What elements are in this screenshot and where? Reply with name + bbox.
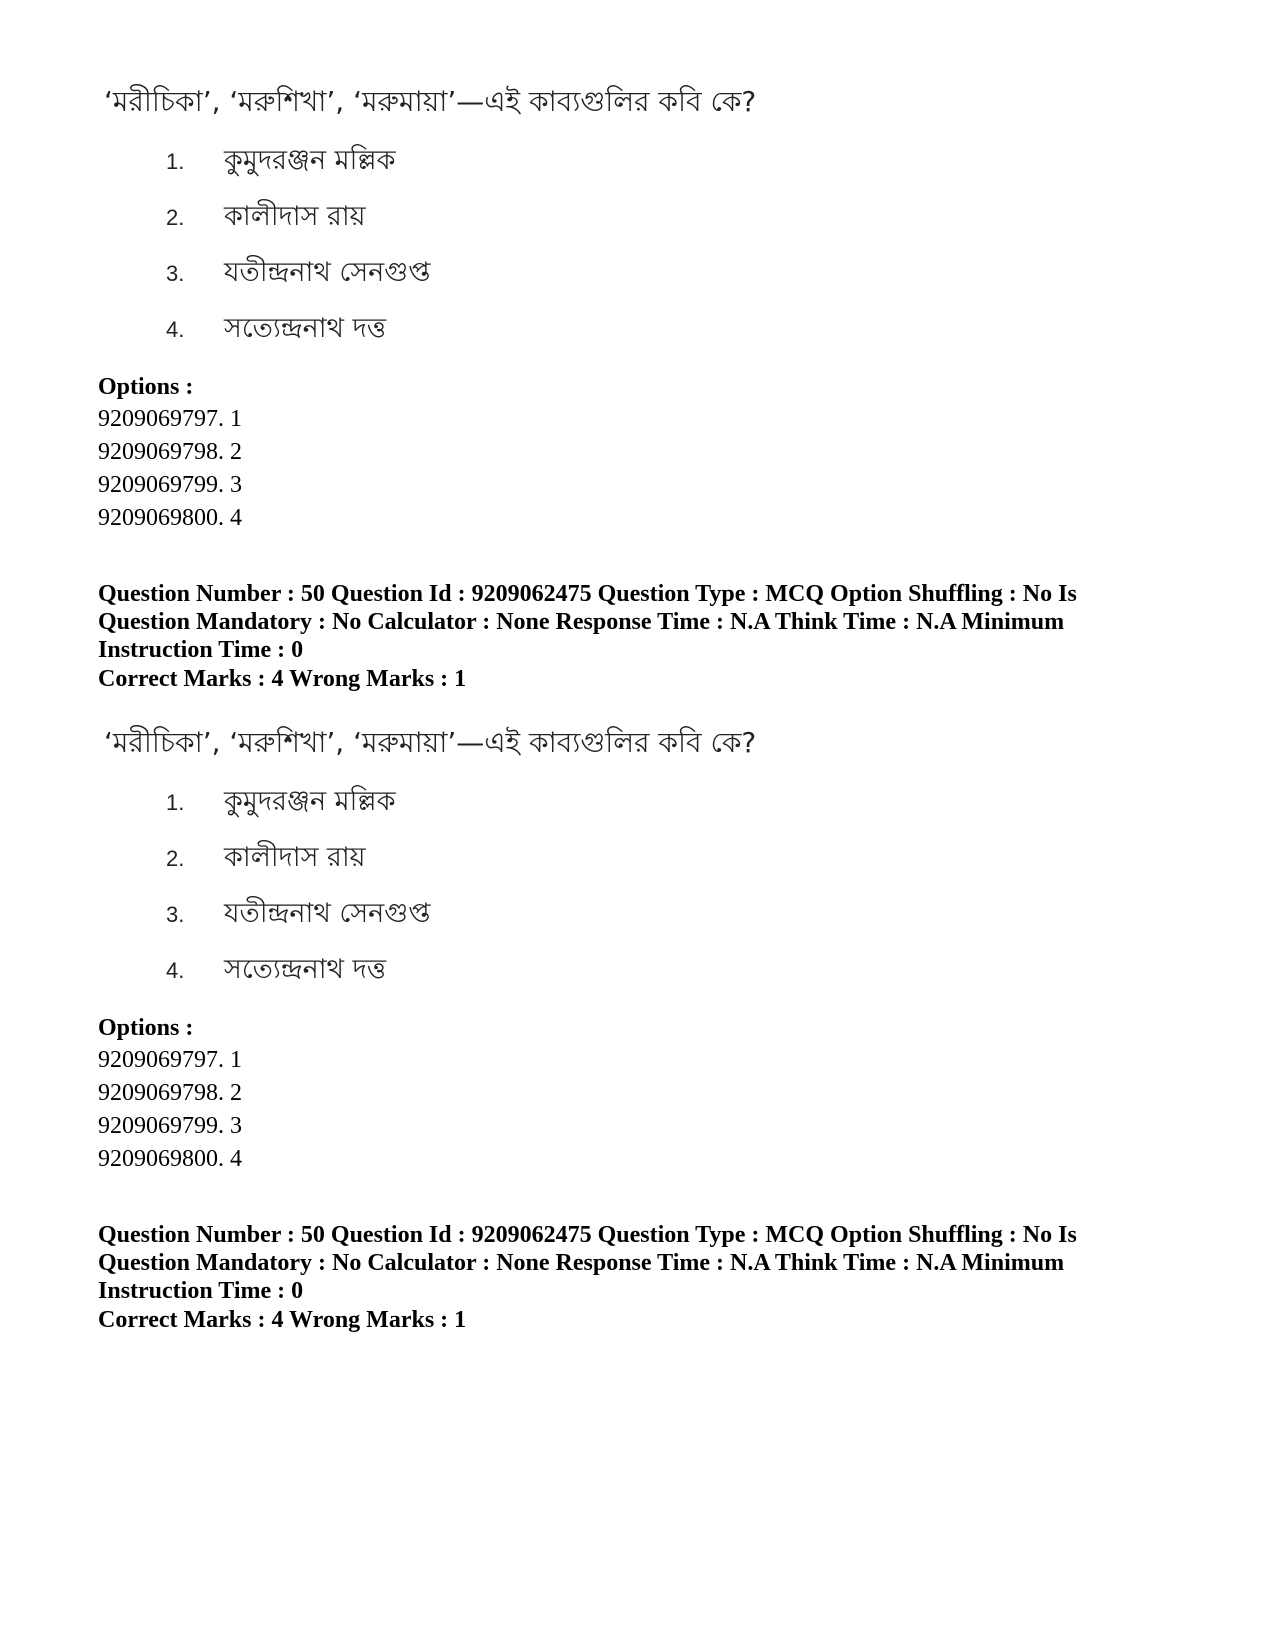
choice-text: কালীদাস রায় (224, 201, 366, 232)
question-text: ‘মরীচিকা’, ‘মরুশিখা’, ‘মরুমায়া’—এই কাব্যগুলির কবি কে? (104, 726, 757, 759)
question-meta (98, 580, 1178, 664)
choice-4 (166, 308, 386, 353)
choice-number: 1. (166, 790, 185, 815)
choice-text: কুমুদরঞ্জন মল্লিক (224, 145, 396, 176)
choice-2 (166, 837, 366, 882)
choice-1 (166, 140, 396, 185)
choice-1 (166, 781, 396, 826)
option-line: 9209069798. 2 (98, 439, 242, 465)
choice-number: 2. (166, 846, 185, 871)
meta-line: Question Number : 50 Question Id : 9209062475 Question Type : MCQ Option Shuffling : No Is (98, 581, 1077, 607)
choice-4 (166, 949, 386, 994)
choice-text: সত্যেন্দ্রনাথ দত্ত (224, 313, 387, 344)
question-meta (98, 1221, 1178, 1305)
option-line: 9209069797. 1 (98, 1047, 242, 1073)
option-line: 9209069799. 3 (98, 472, 242, 498)
option-line: 9209069797. 1 (98, 406, 242, 432)
choice-text: যতীন্দ্রনাথ সেনগুপ্ত (224, 898, 431, 929)
choice-number: 4. (166, 317, 185, 342)
meta-line: Instruction Time : 0 (98, 1278, 304, 1304)
choice-text: যতীন্দ্রনাথ সেনগুপ্ত (224, 257, 431, 288)
options-heading: Options : (98, 374, 194, 400)
marks-line: Correct Marks : 4 Wrong Marks : 1 (98, 666, 467, 692)
option-line: 9209069800. 4 (98, 1146, 242, 1172)
choice-text: কালীদাস রায় (224, 842, 366, 873)
options-heading: Options : (98, 1015, 194, 1041)
choice-2 (166, 196, 366, 241)
choice-number: 3. (166, 902, 185, 927)
question-text: ‘মরীচিকা’, ‘মরুশিখা’, ‘মরুমায়া’—এই কাব্যগুলির কবি কে? (104, 85, 757, 118)
choice-number: 4. (166, 958, 185, 983)
marks-line: Correct Marks : 4 Wrong Marks : 1 (98, 1307, 467, 1333)
choice-3 (166, 252, 430, 297)
meta-line: Question Mandatory : No Calculator : None Response Time : N.A Think Time : N.A Minimum (98, 1250, 1065, 1276)
choice-3 (166, 893, 430, 938)
option-line: 9209069799. 3 (98, 1113, 242, 1139)
option-line: 9209069798. 2 (98, 1080, 242, 1106)
meta-line: Question Number : 50 Question Id : 9209062475 Question Type : MCQ Option Shuffling : No Is (98, 1222, 1077, 1248)
option-line: 9209069800. 4 (98, 505, 242, 531)
meta-line: Instruction Time : 0 (98, 637, 304, 663)
choice-text: কুমুদরঞ্জন মল্লিক (224, 786, 396, 817)
choice-text: সত্যেন্দ্রনাথ দত্ত (224, 954, 387, 985)
choice-number: 3. (166, 261, 185, 286)
choice-number: 1. (166, 149, 185, 174)
meta-line: Question Mandatory : No Calculator : None Response Time : N.A Think Time : N.A Minimum (98, 609, 1065, 635)
choice-number: 2. (166, 205, 185, 230)
